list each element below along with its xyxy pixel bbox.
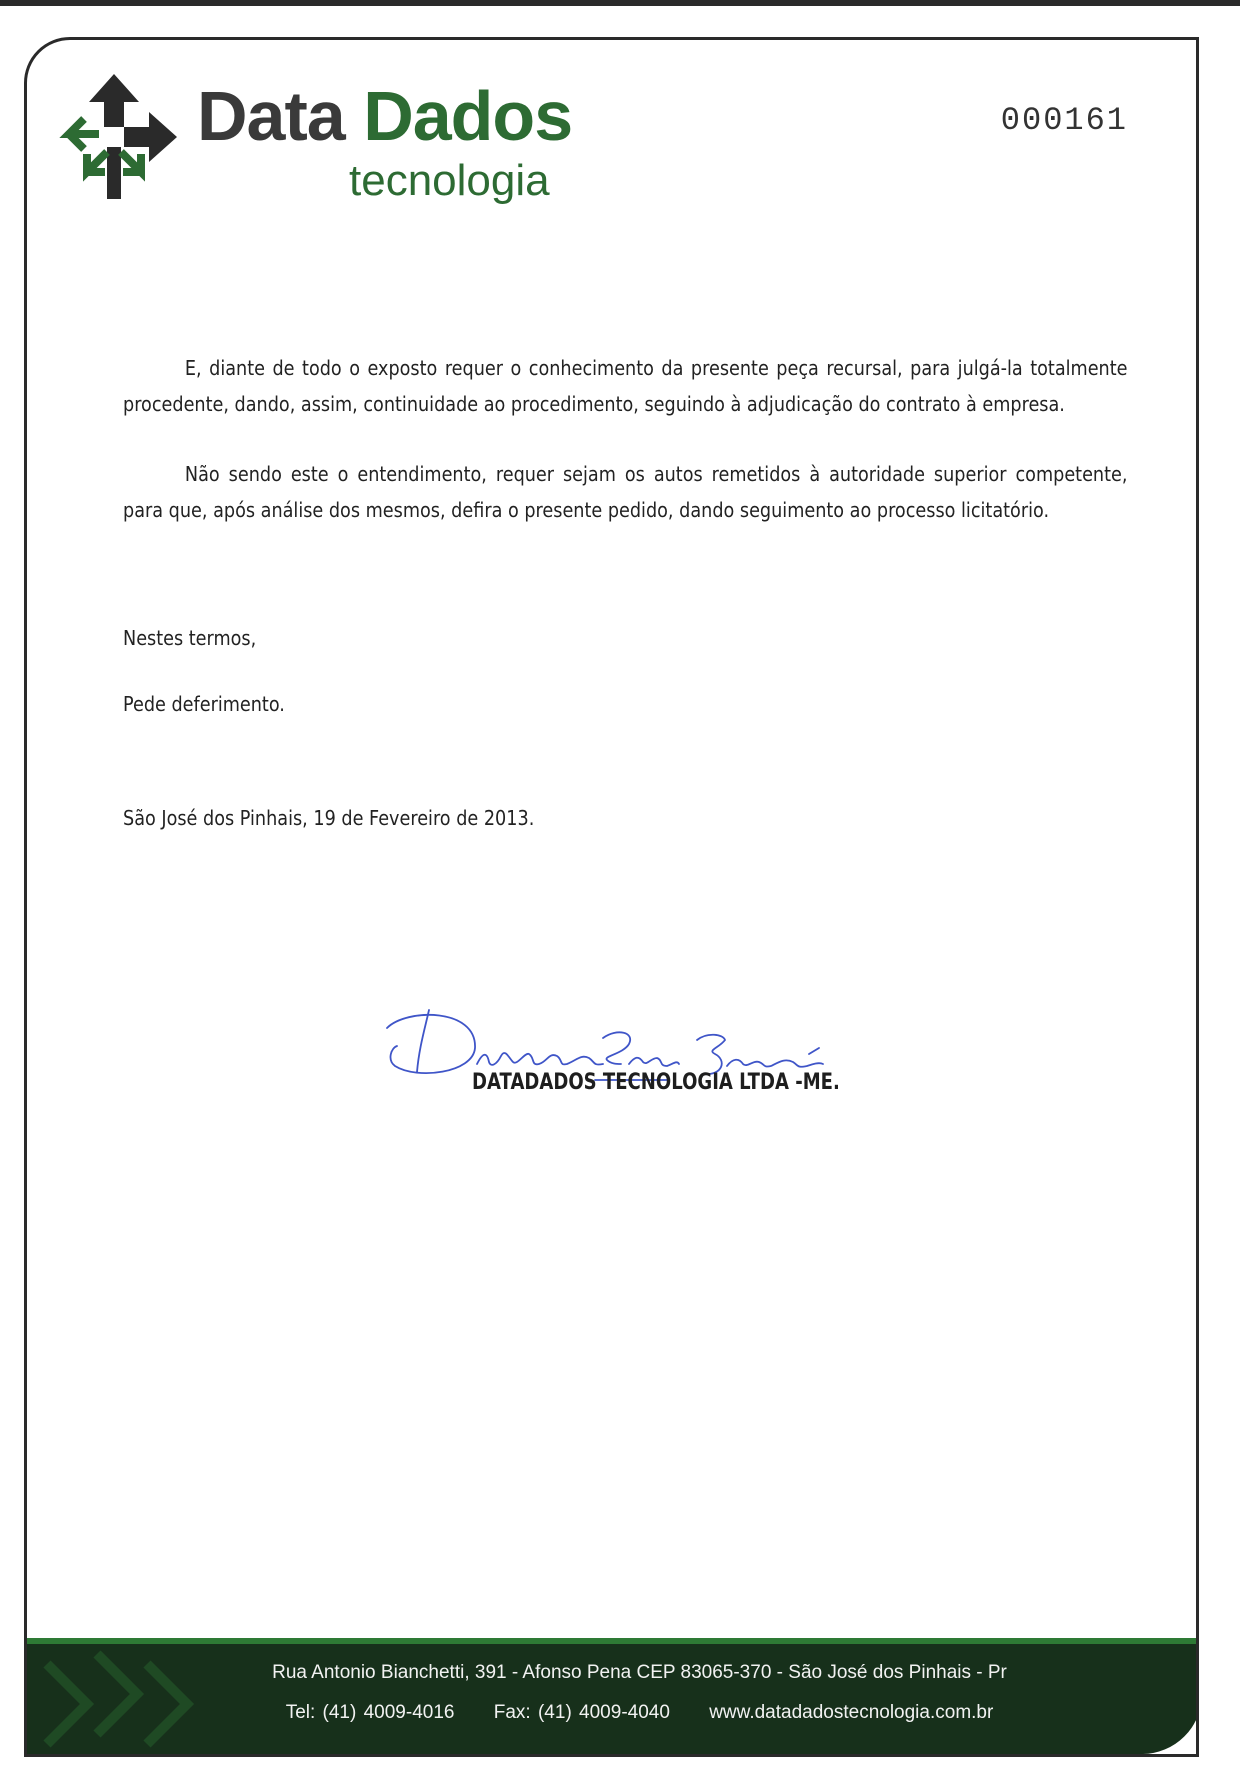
letterhead-footer bbox=[27, 1638, 1199, 1754]
footer-arrow-pattern-icon bbox=[27, 1644, 207, 1754]
footer-website-link[interactable]: www.datadadostecnologia.com.br bbox=[709, 1702, 994, 1723]
paragraph-request: E, diante de todo o exposto requer o conhecimento da presente peça recursal, para julgá-la totalmente procedente, dando, assim, continuidade ao procedimento, seguindo à adjudicação do contrato à empresa. bbox=[123, 356, 1128, 416]
signature-block bbox=[367, 968, 887, 1108]
brand-name-first: Data bbox=[197, 77, 345, 155]
footer-fax: Fax: (41) 4009-4040 bbox=[493, 1702, 670, 1723]
letter-body bbox=[123, 350, 1128, 836]
brand-subtitle: tecnologia bbox=[349, 156, 550, 205]
paragraph-alternative: Não sendo este o entendimento, requer sejam os autos remetidos à autoridade superior competente, para que, após análise dos mesmos, defira o presente pedido, dando seguimento ao processo licitatório. bbox=[123, 462, 1128, 522]
company-name: DATADADOS TECNOLOGIA LTDA -ME. bbox=[472, 1070, 840, 1095]
place-and-date: São José dos Pinhais, 19 de Fevereiro de 2013. bbox=[123, 806, 535, 830]
brand-name-second: Dados bbox=[363, 77, 573, 155]
company-logo bbox=[49, 60, 573, 210]
letterhead-frame bbox=[24, 37, 1199, 1757]
footer-phone: Tel: (41) 4009-4016 bbox=[285, 1702, 455, 1723]
brand-name bbox=[197, 76, 572, 156]
scan-top-edge bbox=[0, 0, 1240, 6]
arrows-logo-icon bbox=[49, 72, 179, 202]
closing-request: Pede deferimento. bbox=[123, 692, 285, 716]
footer-contact bbox=[27, 1702, 1199, 1724]
closing-terms: Nestes termos, bbox=[123, 626, 257, 650]
page-number-stamp: 000161 bbox=[1000, 102, 1128, 139]
footer-address: Rua Antonio Bianchetti, 391 - Afonso Pena CEP 83065-370 - São José dos Pinhais - Pr bbox=[272, 1662, 1007, 1683]
